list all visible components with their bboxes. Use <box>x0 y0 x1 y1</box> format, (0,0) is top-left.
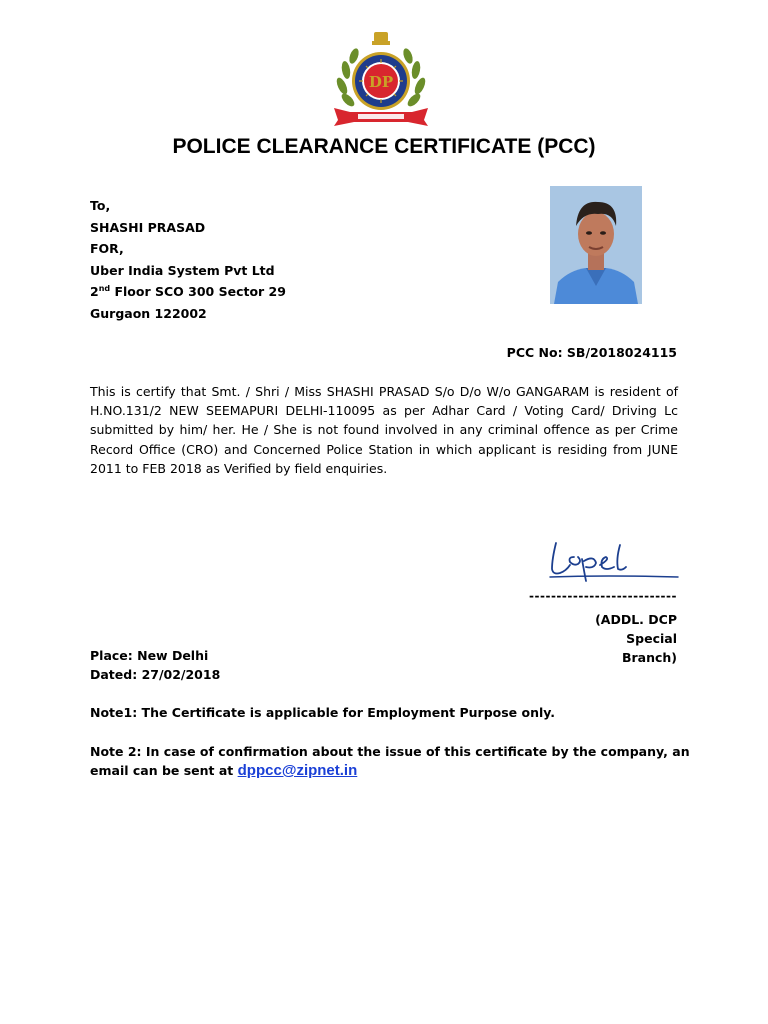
svg-text:DP: DP <box>368 73 394 91</box>
address-floor-line: 2nd Floor SCO 300 Sector 29 <box>90 284 286 300</box>
address-city: Gurgaon 122002 <box>90 305 207 321</box>
note-2: Note 2: In case of confirmation about the issue of this certificate by the company, an email can be sent at dppcc@zipnet.in <box>90 744 690 779</box>
date-of-issue: Dated: 27/02/2018 <box>90 667 221 682</box>
company-name: Uber India System Pvt Ltd <box>90 262 275 278</box>
delhi-police-emblem <box>328 26 434 132</box>
pcc-number: PCC No: SB/2018024115 <box>506 345 677 360</box>
contact-email-link[interactable]: dppcc@zipnet.in <box>237 762 358 779</box>
recipient-address <box>90 195 286 325</box>
certificate-title: POLICE CLEARANCE CERTIFICATE (PCC) <box>172 135 596 158</box>
applicant-photo <box>550 186 642 304</box>
note-1: Note1: The Certificate is applicable for Employment Purpose only. <box>90 705 556 720</box>
applicant-name: SHASHI PRASAD <box>90 219 206 235</box>
place-of-issue: Place: New Delhi <box>90 648 209 663</box>
address-for: FOR, <box>90 241 124 257</box>
signatory-designation: (ADDL. DCP Special Branch) <box>595 612 677 665</box>
signature-line: --------------------------- <box>529 589 677 603</box>
officer-signature <box>544 535 684 589</box>
certificate-body: This is certify that Smt. / Shri / Miss SHASHI PRASAD S/o D/o W/o GANGARAM is resident of H.NO.131/2 NEW SEEMAPURI DELHI-110095 as per Adhar Card / Voting Card/ Driving Lc submitted by him/ her. He / She is not found involved in any criminal offence as per Crime Record Office (CRO) and Concerned Police Station in which applicant is residing from JUNE 2011 to FEB 2018 as Verified by field enquiries. <box>90 384 678 476</box>
address-salutation: To, <box>90 198 111 213</box>
